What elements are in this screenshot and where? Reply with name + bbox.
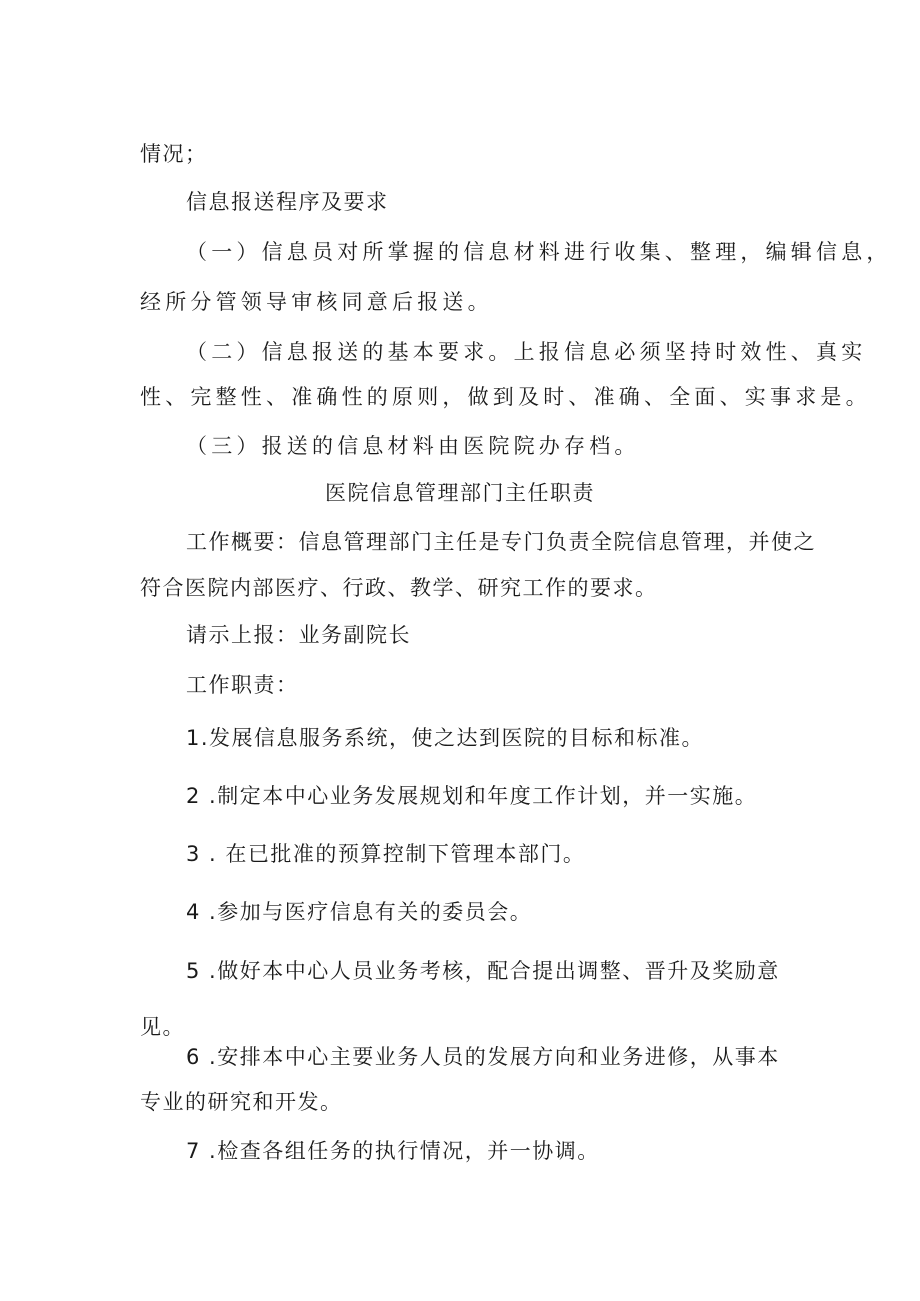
text-line: （二）信息报送的基本要求。上报信息必须坚持时效性、真实: [186, 340, 867, 364]
text-line: 情况；: [140, 142, 208, 166]
text-line: 性、完整性、准确性的原则，做到及时、准确、全面、实事求是。: [140, 385, 871, 409]
list-item: 7 .检查各组任务的执行情况，并一协调。: [186, 1139, 600, 1163]
text-line: 工作职责：: [186, 673, 299, 697]
text-line: 工作概要：信息管理部门主任是专门负责全院信息管理，并使之: [186, 530, 816, 554]
text-line: 专业的研究和开发。: [140, 1090, 343, 1114]
text-line: 见。: [140, 1015, 185, 1039]
section-heading: 信息报送程序及要求: [186, 190, 389, 214]
list-item: 5 .做好本中心人员业务考核，配合提出调整、晋升及奖励意: [186, 959, 780, 983]
text-line: 符合医院内部医疗、行政、教学、研究工作的要求。: [140, 576, 658, 600]
list-item: 1.发展信息服务系统，使之达到医院的目标和标准。: [186, 726, 705, 750]
text-line: （一）信息员对所掌握的信息材料进行收集、整理，编辑信息，: [186, 240, 892, 264]
page-title: 医院信息管理部门主任职责: [325, 481, 595, 505]
list-item: 2 .制定本中心业务发展规划和年度工作计划，并一实施。: [186, 784, 758, 808]
list-item: 6 .安排本中心主要业务人员的发展方向和业务进修，从事本: [186, 1045, 780, 1069]
text-line: 经所分管领导审核同意后报送。: [140, 290, 493, 314]
list-item: 4 .参加与医疗信息有关的委员会。: [186, 900, 533, 924]
text-line: 请示上报：业务副院长: [186, 623, 411, 647]
list-item: 3 . 在已批准的预算控制下管理本部门。: [186, 842, 586, 866]
text-line: （三）报送的信息材料由医院院办存档。: [186, 434, 640, 458]
